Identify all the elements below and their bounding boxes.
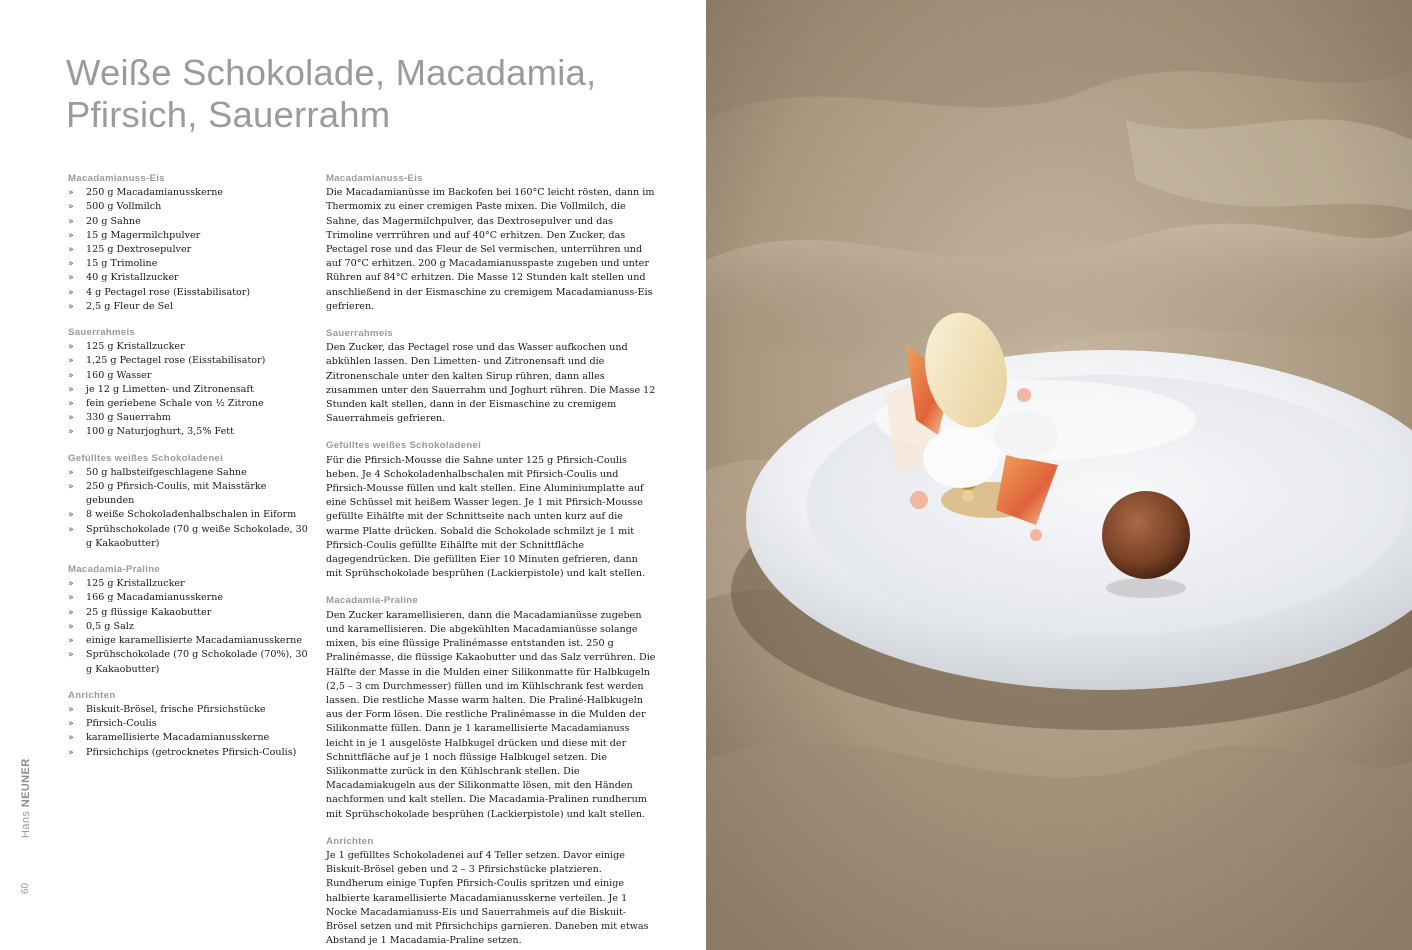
list-bullet: » (68, 593, 74, 604)
ingredient-item (68, 717, 308, 731)
ingredient-item (68, 243, 308, 257)
list-bullet: » (68, 356, 74, 367)
list-bullet: » (68, 704, 74, 715)
list-bullet: » (68, 259, 74, 270)
ingredient-list (68, 577, 308, 676)
preparation-text: Für die Pfirsich-Mousse die Sahne unter 125 g Pfirsich-Coulis heben. Je 4 Schokoladenhalbschalen mit Pfirsich-Coulis und Pfirsich-Mousse füllen und kalt stellen. Eine Aluminiumplatte auf eine Schüssel mit heißem Wasser legen. Je 1 mit Pfirsich-Mousse gefüllte Eihälfte mit der Schnittseite nach unten kurz auf die warme Platte drücken. Sobald die Schokolade schmilzt je 1 mit Pfirsich-Coulis gefüllte Eihälfte mit der Schnittfläche dagegendrücken. Die gefüllten Eier 10 Minuten gefrieren, dann mit Sprühschokolade besprühen (Lackierpistole) und kalt stellen. (326, 454, 646, 580)
ingredient-text: Biskuit-Brösel, frische Pfirsichstücke (86, 703, 266, 715)
ingredient-text: karamellisierte Macadamianusskerne (86, 732, 270, 744)
ingredient-text: 100 g Naturjoghurt, 3,5% Fett (86, 426, 235, 438)
ingredient-item (68, 480, 308, 508)
list-bullet: » (68, 188, 74, 199)
ingredient-text: 50 g halbsteifgeschlagene Sahne (86, 466, 247, 478)
ingredient-section-heading: Sauerrahmeis (68, 327, 136, 339)
preparation-section-heading: Gefülltes weißes Schokoladenei (326, 440, 482, 452)
list-bullet: » (68, 287, 74, 298)
ingredient-text: 1,25 g Pectagel rose (Eisstabilisator) (86, 355, 266, 367)
ingredient-text: 125 g Dextrosepulver (86, 244, 192, 256)
author-last-name: NEUNER (20, 758, 32, 808)
list-bullet: » (68, 621, 74, 632)
preparation-text: Den Zucker karamellisieren, dann die Macadamianüsse zugeben und karamellisieren. Die abgekühlten Macadamianüsse solange mixen, bis eine flüssige Pralinémasse entstanden ist. 250 g Pralinémasse, die flüssige Kakaobutter und das Salz verrühren. Die Hälfte der Masse in die Mulden einer Silikonmatte für Halbkugeln (2,5 – 3 cm Durchmesser) füllen und im Kühlschrank fest werden lassen. Die restliche Masse warm halten. Die Praliné-Halbkugeln aus der Form lösen. Die restliche Pralinémasse in die Mulden der Silikonmatte füllen. Dann je 1 karamellisierte Macadamianuss leicht in je 1 ausgelöste Halbkugel drücken und diese mit der Schnittfläche auf je 1 noch flüssige Halbkugel setzen. Die Silikonmatte zurück in den Kühlschrank stellen. Die Macadamiakugeln aus der Silikonmatte lösen, mit den Händen nachformen und kalt stellen. Die Macadamia-Pralinen rundherum mit Sprühschokolade besprühen (Lackierpistole) und kalt stellen. (326, 609, 656, 820)
preparation-section-heading: Macadamia-Praline (326, 595, 419, 607)
author-first-name: Hans (20, 810, 32, 838)
ingredient-text: 250 g Macadamianusskerne (86, 187, 224, 199)
ingredient-text: 125 g Kristallzucker (86, 341, 185, 353)
ingredient-list (68, 186, 308, 314)
ingredient-item (68, 286, 308, 300)
ingredient-text: je 12 g Limetten- und Zitronensaft (86, 383, 254, 395)
preparation-text: Je 1 gefülltes Schokoladenei auf 4 Teller setzen. Davor einige Biskuit-Brösel geben und 2 – 3 Pfirsichstücke platzieren. Rundherum einige Tupfen Pfirsich-Coulis spritzen und einige halbierte karamellisierte Macadamianusskerne verteilen. Je 1 Nocke Macadamianuss-Eis und Sauerrahmeis auf die Biskuit-Brösel setzen und mit Pfirsichchips garnieren. Daneben mit etwas Abstand je 1 Macadamia-Praline setzen. (326, 849, 649, 947)
ingredient-text: 40 g Kristallzucker (86, 272, 179, 284)
list-bullet: » (68, 230, 74, 241)
ingredient-item (68, 746, 308, 760)
author-credit (20, 760, 36, 840)
ingredient-list (68, 703, 308, 760)
list-bullet: » (68, 510, 74, 521)
ingredient-item (68, 340, 308, 354)
ingredient-item (68, 215, 308, 229)
ingredient-text: 166 g Macadamianusskerne (86, 592, 224, 604)
preparation-text: Die Macadamianüsse im Backofen bei 160°C leicht rösten, dann im Thermomix zu einer cremigen Paste mixen. Die Vollmilch, die Sahne, das Magermilchpulver, das Dextrosepulver und das Trimoline verrrühren und auf 40°C erhitzen. Den Zucker, das Pectagel rose und das Fleur de Sel vermischen, unterrühren und auf 70°C erhitzen. 200 g Macadamianusspaste zugeben und unter Rühren auf 84°C erhitzen. Die Masse 12 Stunden kalt stellen und anschließend in der Eismaschine zu cremigem Macadamianuss-Eis gefrieren. (326, 187, 655, 312)
list-bullet: » (68, 384, 74, 395)
list-bullet: » (68, 413, 74, 424)
ingredient-text: 15 g Trimoline (86, 258, 158, 270)
ingredient-item (68, 466, 308, 480)
ingredient-item (68, 577, 308, 591)
list-bullet: » (68, 650, 74, 661)
ingredient-item (68, 186, 308, 200)
list-bullet: » (68, 427, 74, 438)
ingredient-item (68, 411, 308, 425)
ingredient-text: 4 g Pectagel rose (Eisstabilisator) (86, 286, 251, 298)
ingredient-item (68, 229, 308, 243)
ingredient-text: 500 g Vollmilch (86, 201, 162, 213)
page-number (20, 878, 36, 898)
preparation-section-heading: Anrichten (326, 835, 374, 847)
ingredient-list (68, 340, 308, 439)
list-bullet: » (68, 273, 74, 284)
list-bullet: » (68, 733, 74, 744)
list-bullet: » (68, 216, 74, 227)
ingredient-item (68, 397, 308, 411)
ingredient-item (68, 703, 308, 717)
ingredient-text: Sprühschokolade (70 g Schokolade (70%), 30 g Kakaobutter) (86, 649, 308, 675)
list-bullet: » (68, 636, 74, 647)
ingredient-text: 25 g flüssige Kakaobutter (86, 606, 212, 618)
preparation-column (326, 172, 656, 950)
ingredient-text: 2,5 g Fleur de Sel (86, 300, 173, 312)
list-bullet: » (68, 607, 74, 618)
list-bullet: » (68, 579, 74, 590)
ingredient-text: einige karamellisierte Macadamianusskerne (86, 635, 303, 647)
ingredients-column (68, 172, 308, 772)
ingredient-text: 330 g Sauerrahm (86, 412, 171, 424)
ingredient-text: Pfirsichchips (getrocknetes Pfirsich-Coulis) (86, 746, 297, 758)
ingredient-text: 8 weiße Schokoladenhalbschalen in Eiform (86, 509, 297, 521)
list-bullet: » (68, 482, 74, 493)
list-bullet: » (68, 524, 74, 535)
preparation-sections (326, 172, 656, 948)
ingredient-item (68, 257, 308, 271)
ingredient-text: 15 g Magermilchpulver (86, 229, 201, 241)
ingredient-item (68, 271, 308, 285)
ingredient-text: 250 g Pfirsich-Coulis, mit Maisstärke gebunden (86, 481, 267, 507)
ingredient-list (68, 466, 308, 551)
ingredient-item (68, 508, 308, 522)
ingredient-text: Pfirsich-Coulis (86, 718, 157, 730)
list-bullet: » (68, 202, 74, 213)
ingredient-item (68, 523, 308, 551)
ingredient-section-heading: Macadamia-Praline (68, 564, 161, 576)
ingredient-text: 0,5 g Salz (86, 620, 134, 632)
ingredient-text: fein geriebene Schale von ½ Zitrone (86, 398, 264, 410)
ingredient-item (68, 648, 308, 676)
ingredient-section-heading: Macadamianuss-Eis (68, 173, 165, 184)
dessert-plate-illustration (706, 0, 1412, 950)
ingredient-section-heading: Gefülltes weißes Schokoladenei (68, 452, 224, 464)
list-bullet: » (68, 399, 74, 410)
ingredient-item (68, 300, 308, 314)
ingredient-item (68, 591, 308, 605)
page-number-text: 60 (20, 882, 31, 894)
ingredient-item (68, 354, 308, 368)
ingredient-item (68, 620, 308, 634)
ingredient-section-heading: Anrichten (68, 689, 116, 701)
list-bullet: » (68, 301, 74, 312)
dessert-photo (706, 0, 1412, 950)
list-bullet: » (68, 467, 74, 478)
ingredient-text: Sprühschokolade (70 g weiße Schokolade, 30 g Kakaobutter) (86, 523, 308, 549)
list-bullet: » (68, 370, 74, 381)
ingredient-item (68, 200, 308, 214)
ingredient-item (68, 425, 308, 439)
ingredient-item (68, 606, 308, 620)
list-bullet: » (68, 342, 74, 353)
ingredient-text: 160 g Wasser (86, 369, 152, 381)
ingredient-item (68, 634, 308, 648)
preparation-section-heading: Sauerrahmeis (326, 328, 394, 340)
list-bullet: » (68, 245, 74, 256)
ingredient-item (68, 731, 308, 745)
list-bullet: » (68, 719, 74, 730)
recipe-title: Weiße Schokolade, Macadamia, Pfirsich, Sauerrahm (66, 52, 597, 135)
ingredient-item (68, 369, 308, 383)
preparation-section-heading: Macadamianuss-Eis (326, 173, 423, 184)
ingredient-text: 20 g Sahne (86, 215, 141, 227)
ingredient-item (68, 383, 308, 397)
preparation-text: Den Zucker, das Pectagel rose und das Wasser aufkochen und abkühlen lassen. Den Limetten- und Zitronensaft und die Zitronenschale unter den kalten Sirup rühren, dann alles zusammen unter den Sauerrahm und Joghurt rühren. Die Masse 12 Stunden kalt stellen, dann in der Eismaschine zu cremigem Sauerrahmeis gefrieren. (326, 342, 656, 425)
list-bullet: » (68, 747, 74, 758)
ingredient-text: 125 g Kristallzucker (86, 578, 185, 590)
ingredients-sections (68, 172, 308, 760)
